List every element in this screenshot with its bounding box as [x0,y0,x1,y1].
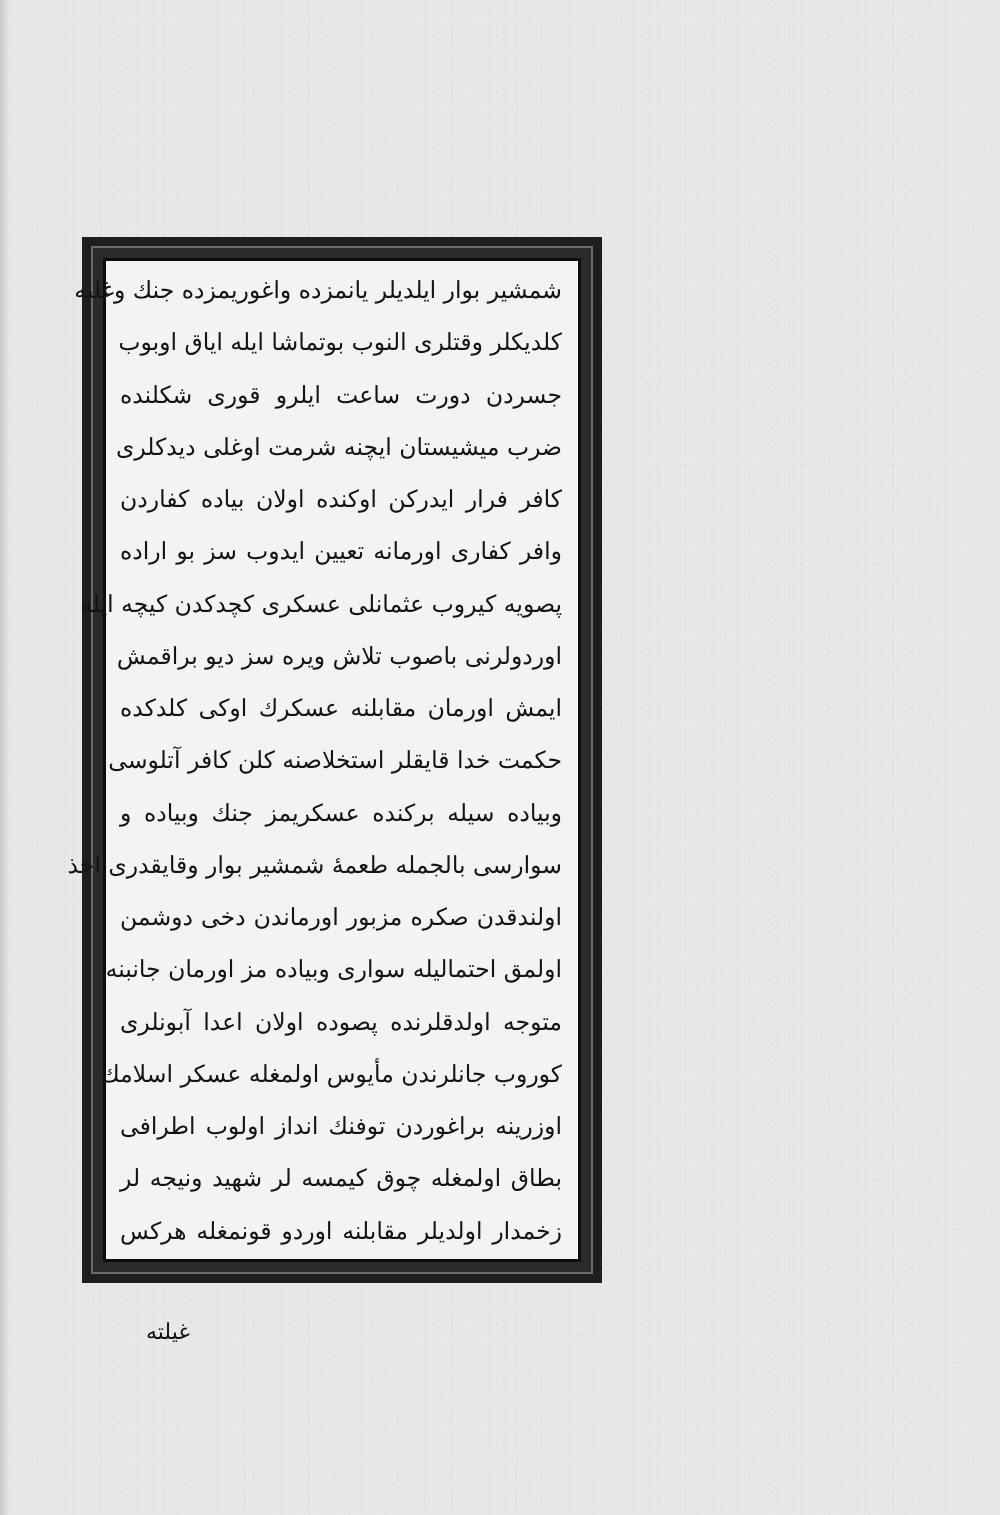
manuscript-line: پصویه کیروب عثمانلی عسکری کچدکدن کیچه ایله [80,589,562,618]
catchword: غیلته [146,1320,190,1345]
manuscript-line: شمشیر بوار ایلدیلر یانمزده واغوریمزده جنك وغلبه [74,276,562,304]
page-edge [0,0,10,1515]
manuscript-line: وافر کفاری اورمانه تعیین ایدوب سز بو اراده [120,537,562,566]
manuscript-text-panel [67,258,581,1262]
manuscript-line: اوزرینه براغوردن توفنك انداز اولوب اطرافی [120,1112,562,1140]
manuscript-line: کافر فرار ایدرکن اوکنده اولان بیاده کفاردن [120,485,562,513]
manuscript-line: وبیاده سیله برکنده عسکریمز جنك وبیاده و [120,798,562,827]
manuscript-line: اوردولرنی باصوب تلاش ویره سز دیو براقمش [116,641,562,670]
manuscript-line: زخمدار اولدیلر مقابلنه اوردو قونمغله هرکس [120,1216,562,1245]
manuscript-line: جسردن دورت ساعت ایلرو قوری شکلنده [120,380,562,409]
manuscript-line: کوروب جانلرندن مأیوس اولمغله عسکر اسلامك [100,1059,562,1088]
manuscript-line: ایمش اورمان مقابلنه عسکرك اوکی کلدکده [120,694,562,722]
frame-inner-border [67,246,593,1274]
manuscript-line: ضرب میشیستان ایچنه شرمت اوغلی دیدکلری [115,432,562,461]
manuscript-line: کلدیکلر وقتلری النوب بوتماشا ایله ایاق اوبوب [118,328,562,357]
manuscript-line: متوجه اولدقلرنده پصوده اولان اعدا آبونلری [120,1007,562,1036]
manuscript-line: اولمق احتمالیله سواری وبیاده مز اورمان جانبنه [105,955,562,984]
manuscript-frame [67,237,602,1283]
manuscript-line: حکمت خدا قایقلر استخلاصنه کلن کافر آتلوسی [108,746,562,775]
manuscript-line: اولندقدن صکره مزبور اورماندن دخی دوشمن [120,903,562,931]
manuscript-line: سوارسی بالجمله طعمهٔ شمشیر بوار وقایقدری اخذ [67,850,562,879]
manuscript-line: بطاق اولمغله چوق کیمسه لر شهید ونیجه لر [120,1164,562,1193]
